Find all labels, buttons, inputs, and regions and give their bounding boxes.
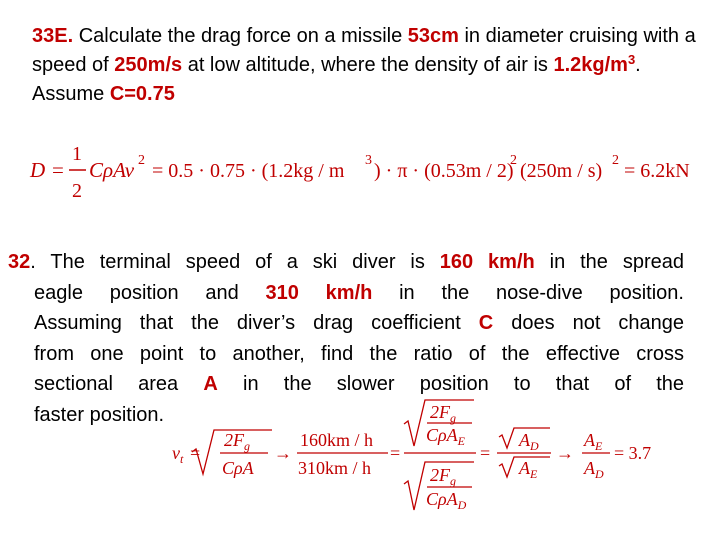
problem-33-label: 33E.	[32, 25, 74, 47]
problem-32-line-3b: does not change	[493, 312, 684, 334]
problem-32-line-5b: in the slower position to that of the	[217, 373, 684, 395]
eq32-arrow-2: →	[556, 443, 574, 463]
problem-32-line-3a: Assuming that the diver’s drag coefficient	[34, 312, 479, 334]
eq33-cube: 3	[365, 153, 372, 168]
problem-32-line-5a: sectional area	[34, 373, 204, 395]
eq33-sq1: 2	[138, 153, 145, 168]
eq33-sq2: 2	[510, 153, 517, 168]
problem-32-line-6: faster position.	[34, 403, 165, 426]
drag-coefficient: C=0.75	[109, 83, 175, 105]
problem-32-line-1b: in the spread	[534, 251, 684, 273]
eq32-big-num-top: $2F_g$	[430, 402, 456, 425]
eq32-f-num: $2F_g$	[224, 430, 250, 453]
eq32-sqrt-ad: $A_D$	[519, 430, 539, 453]
missile-diameter: 53cm	[407, 25, 459, 47]
drag-coefficient-symbol: C	[478, 312, 494, 334]
problem-33-text-2: in diameter cruising with a speed of	[32, 25, 696, 76]
eq32-equals-1: =	[190, 443, 201, 463]
eq33-crav: CρAv	[89, 158, 135, 182]
problem-33-text-3: at low altitude, where the density of air is	[182, 54, 554, 76]
eq32-big-num-bottom: CρA$_E$	[426, 425, 465, 448]
problem-33-text-4: . Assume	[32, 54, 641, 105]
problem-32-line-2b: in the nose-dive position.	[372, 281, 684, 304]
eq32-ratio-num: 160km / h	[300, 430, 374, 450]
nose-dive-speed: 310 km/h	[265, 281, 373, 304]
eq33-body2: ) · π · (0.53m / 2)	[374, 160, 514, 182]
eq32-ratio-den: 310km / h	[298, 458, 372, 478]
problem-32-line-2a: eagle position and	[34, 281, 266, 304]
eq33-frac-den: 2	[72, 180, 82, 202]
eq33-sq3: 2	[612, 153, 619, 168]
eq32-eq2: =	[390, 443, 401, 463]
problem-32-line-1a: . The terminal speed of a ski diver is	[30, 251, 440, 273]
eq33-body3: (250m / s)	[520, 160, 603, 182]
eq32-final-num: $A_E$	[584, 430, 603, 453]
problem-32-line-4: from one point to another, find the ratio of the effective cross	[34, 342, 684, 365]
eq32-big-den-top: $2F_g$	[430, 465, 456, 488]
air-density-base: 1.2kg/m	[553, 54, 628, 76]
eq33-lhs: D	[30, 158, 46, 182]
eq32-result: = 3.7	[614, 443, 652, 463]
eq32-eq3: =	[480, 443, 491, 463]
eq32-big-den-bottom: CρA$_D$	[426, 489, 467, 512]
eq33-body: = 0.5 · 0.75 · (1.2kg / m	[152, 160, 345, 182]
air-density-exponent: 3	[627, 52, 636, 67]
eq32-final-den: $A_D$	[584, 458, 604, 481]
spread-eagle-speed: 160 km/h	[439, 251, 535, 273]
problem-32-label: 32	[8, 251, 31, 273]
problem-33-text-1: Calculate the drag force on a missile	[73, 25, 408, 47]
eq32-arrow-1: →	[274, 443, 292, 463]
eq32-vt: $v_t$	[172, 443, 184, 466]
eq33-equals: =	[52, 158, 64, 182]
missile-speed: 250m/s	[114, 54, 183, 76]
eq32-f-den: CρA	[222, 458, 254, 478]
eq32-sqrt-ae: $A_E$	[519, 458, 538, 481]
eq33-frac-num: 1	[72, 143, 82, 165]
eq33-result: = 6.2kN	[624, 160, 690, 182]
area-symbol: A	[203, 373, 218, 395]
